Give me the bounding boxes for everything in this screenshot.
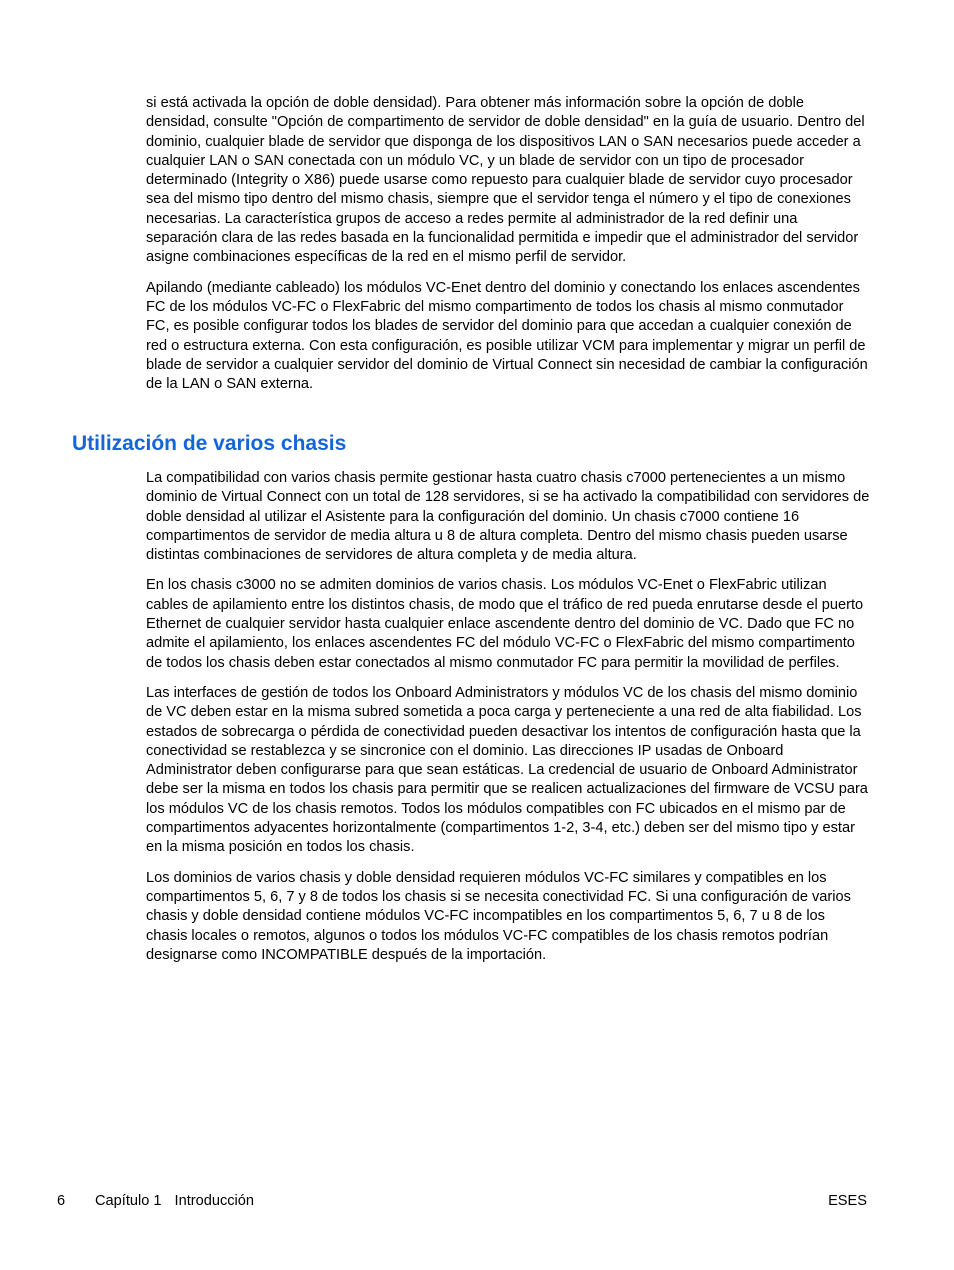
footer-locale: ESES xyxy=(828,1193,867,1209)
section-paragraph-3: Las interfaces de gestión de todos los Onboard Administrators y módulos VC de los chasis del mismo dominio de VC deben estar en la misma subred sometida a poca carga y perteneciente a una red de alta fiabilidad. Los estados de sobrecarga o pérdida de conectividad pueden desactivar los intentos de configuración hasta que la conectividad se restablezca y se sincronice con el dominio. Las direcciones IP usadas de Onboard Administrator deben configurarse para que sean estáticas. La credencial de usuario de Onboard Administrator debe ser la misma en todos los chasis para permitir que se realicen actualizaciones del firmware de VCSU para los módulos VC de los chasis remotos. Todos los módulos compatibles con FC ubicados en el mismo par de compartimentos adyacentes horizontalmente (compartimentos 1-2, 3-4, etc.) deben ser del mismo tipo y estar en la misma posición en todos los chasis. xyxy=(146,684,868,856)
footer-chapter: Capítulo 1 xyxy=(95,1193,162,1209)
footer-chapter-title: Introducción xyxy=(174,1193,255,1209)
section-heading: Utilización de varios chasis xyxy=(72,432,347,455)
page-footer-left xyxy=(57,1192,254,1211)
section-paragraph-1: La compatibilidad con varios chasis permite gestionar hasta cuatro chasis c7000 pertenecientes a un mismo dominio de Virtual Connect con un total de 128 servidores, si se ha activado la compatibilidad con servidores de doble densidad al utilizar el Asistente para la configuración del dominio. Un chasis c7000 contiene 16 compartimentos de servidor de media altura u 8 de altura completa. Dentro del mismo chasis pueden usarse distintas combinaciones de servidores de altura completa y de media altura. xyxy=(146,470,870,564)
page-number: 6 xyxy=(57,1193,66,1209)
intro-text-block xyxy=(146,94,870,394)
intro-paragraph-1: si está activada la opción de doble densidad). Para obtener más información sobre la opción de doble densidad, consulte "Opción de compartimento de servidor de doble densidad" en la guía de usuario. Dentro del dominio, cualquier blade de servidor que disponga de los dispositivos LAN o SAN necesarios puede acceder a cualquier LAN o SAN conectada con un módulo VC, y un blade de servidor con un tipo de procesador determinado (Integrity o X86) puede usarse como repuesto para cualquier blade de servidor cuyo procesador sea del mismo tipo dentro del mismo chasis, siempre que el servidor tenga el número y el tipo de conexiones necesarias. La característica grupos de acceso a redes permite al administrador de la red definir una separación clara de las redes basada en la funcionalidad permitida e impedir que el administrador del servidor asigne combinaciones específicas de la red en el mismo perfil de servidor. xyxy=(146,95,865,266)
page-footer-right xyxy=(828,1192,867,1211)
section-text-block xyxy=(146,469,870,965)
intro-paragraph-2: Apilando (mediante cableado) los módulos VC-Enet dentro del dominio y conectando los enlaces ascendentes FC de los módulos VC-FC o FlexFabric del mismo compartimento de todos los chasis al mismo conmutador FC, es posible configurar todos los blades de servidor del dominio para que accedan a cualquier conexión de red o estructura externa. Con esta configuración, es posible utilizar VCM para implementar y migrar un perfil de blade de servidor a cualquier servidor del dominio de Virtual Connect sin necesidad de cambiar la configuración de la LAN o SAN externa. xyxy=(146,279,868,393)
section-paragraph-2: En los chasis c3000 no se admiten dominios de varios chasis. Los módulos VC-Enet o FlexFabric utilizan cables de apilamiento entre los distintos chasis, de modo que el tráfico de red pueda enrutarse desde el puerto Ethernet de cualquier servidor hasta cualquier enlace ascendente dentro del dominio de VC. Dado que FC no admite el apilamiento, los enlaces ascendentes FC del módulo VC-FC o FlexFabric del mismo compartimento de todos los chasis deben estar conectados al mismo conmutador FC para permitir la movilidad de perfiles. xyxy=(146,577,864,671)
section-paragraph-4: Los dominios de varios chasis y doble densidad requieren módulos VC-FC similares y compatibles en los compartimentos 5, 6, 7 y 8 de todos los chasis si se necesita conectividad FC. Si una configuración de varios chasis y doble densidad contiene módulos VC-FC incompatibles en los compartimentos 5, 6, 7 u 8 de los chasis locales o remotos, algunos o todos los módulos VC-FC compatibles de los chasis remotos podrían designarse como INCOMPATIBLE después de la importación. xyxy=(146,869,851,963)
